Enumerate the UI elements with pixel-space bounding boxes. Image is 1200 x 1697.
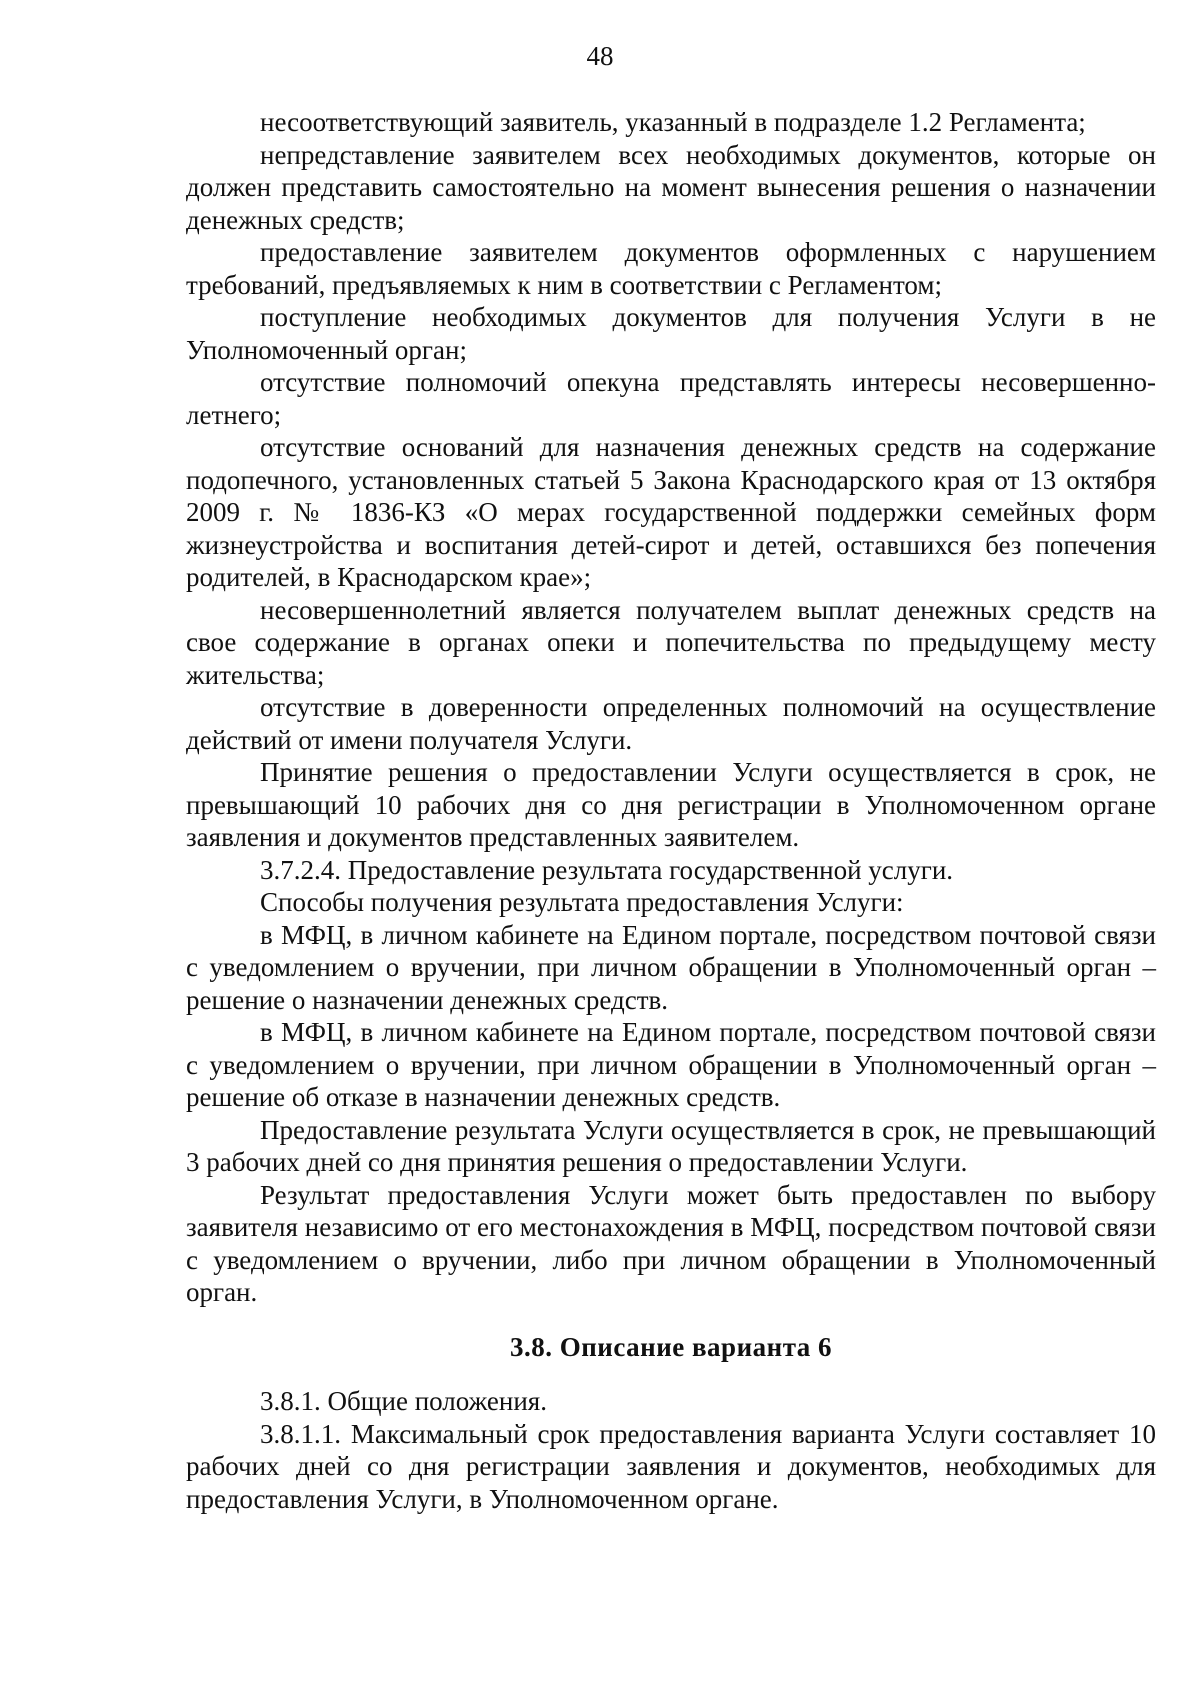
paragraph-missing-documents: непредставление заявителем всех необходимых документов, которые он должен представить самостоятельно на момент вынесения решения о назначении денежных средств; bbox=[186, 139, 1156, 235]
paragraph-result-approval: в МФЦ, в личном кабинете на Едином портале, посредством почтовой связи с уведомлением о вручении, при личном обращении в Уполномоченный орган – решение о назначении денежных средств. bbox=[186, 919, 1156, 1015]
page-number: 48 bbox=[586, 41, 614, 71]
paragraph-existing-payments: несовершеннолетний является получателем выплат денежных средств на свое содержание в органах опеки и попечительства по предыдущему месту жительства; bbox=[186, 594, 1156, 690]
paragraph-result-choice: Результат предоставления Услуги может быть предоставлен по выбору заявителя независимо от его местонахождения в МФЦ, посредством почтовой связи с уведомлением о вручении, либо при личном обращении в Уполномоченный орган. bbox=[186, 1179, 1156, 1307]
paragraph-wrong-authority: поступление необходимых документов для получения Услуги в не Уполномоченный орган; bbox=[186, 302, 1156, 365]
document-body bbox=[186, 106, 1156, 1515]
paragraph-guardian-authority: отсутствие полномочий опекуна представлять интересы несовершенно-летнего; bbox=[186, 367, 1156, 430]
paragraph-clause-3-7-2-4: 3.7.2.4. Предоставление результата государственной услуги. bbox=[260, 854, 954, 885]
paragraph-documents-violations: предоставление заявителем документов оформленных с нарушением требований, предъявляемых к ним в соответствии с Регламентом; bbox=[186, 237, 1156, 300]
paragraph-result-refusal: в МФЦ, в личном кабинете на Едином портале, посредством почтовой связи с уведомлением о вручении, при личном обращении в Уполномоченный орган – решение об отказе в назначении денежных средств. bbox=[186, 1017, 1156, 1112]
paragraph-decision-term: Принятие решения о предоставлении Услуги осуществляется в срок, не превышающий 10 рабочих дня со дня регистрации в Уполномоченном органе заявления и документов представленных заявителем. bbox=[186, 757, 1156, 852]
section-heading: 3.8. Описание варианта 6 bbox=[509, 1331, 833, 1362]
paragraph-power-of-attorney: отсутствие в доверенности определенных полномочий на осуществление действий от имени получателя Услуги. bbox=[186, 692, 1156, 755]
paragraph-clause-3-8-1-1: 3.8.1.1. Максимальный срок предоставления варианта Услуги составляет 10 рабочих дней со дня регистрации заявления и документов, необходимых для предоставления Услуги, в Уполномоченном органе. bbox=[186, 1418, 1156, 1514]
paragraph-clause-3-8-1: 3.8.1. Общие положения. bbox=[260, 1386, 547, 1416]
paragraph-result-methods: Способы получения результата предоставления Услуги: bbox=[260, 887, 904, 917]
paragraph-ineligible-applicant: несоответствующий заявитель, указанный в подразделе 1.2 Регламента; bbox=[260, 107, 1086, 137]
paragraph-result-term: Предоставление результата Услуги осуществляется в срок, не превышающий 3 рабочих дней со дня принятия решения о предоставлении Услуги. bbox=[186, 1114, 1156, 1177]
paragraph-no-grounds: отсутствие оснований для назначения денежных средств на содержание подопечного, установленных статьей 5 Закона Краснодарского края от 13 октября 2009 г. № 1836-КЗ «О мерах государственной поддержки семейных форм жизнеустройства и воспитания детей-сирот и детей, оставшихся без попечения родителей, в Краснодарском крае»; bbox=[186, 432, 1156, 592]
